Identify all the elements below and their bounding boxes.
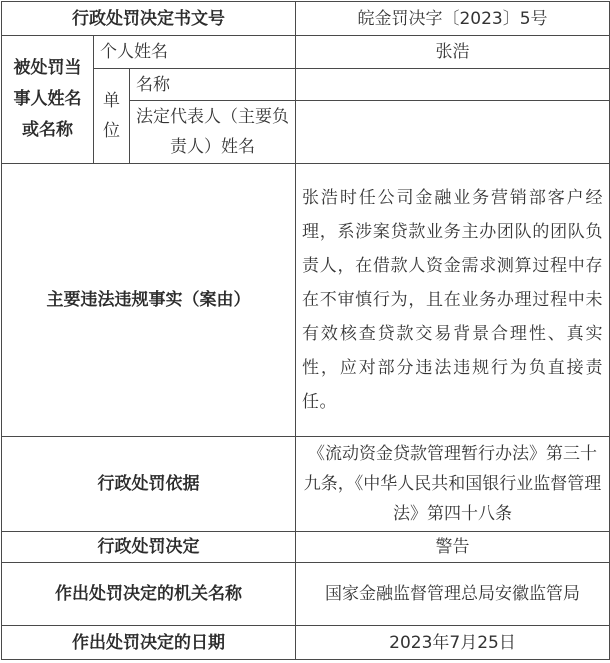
row-decision <box>2 532 610 563</box>
party-label: 被处罚当事人姓名或名称 <box>2 36 94 164</box>
row-authority <box>2 563 610 626</box>
row-facts <box>2 164 610 437</box>
decision-label: 行政处罚决定 <box>2 532 296 563</box>
date-value: 2023年7月25日 <box>296 626 610 660</box>
doc-number-value: 皖金罚决字〔2023〕5号 <box>296 2 610 36</box>
row-date <box>2 626 610 660</box>
row-doc-number <box>2 2 610 36</box>
authority-label: 作出处罚决定的机关名称 <box>2 563 296 626</box>
individual-name-label: 个人姓名 <box>94 36 296 69</box>
facts-label: 主要违法违规事实（案由） <box>2 164 296 437</box>
facts-value: 张浩时任公司金融业务营销部客户经理，系涉案贷款业务主办团队的团队负责人，在借款人资金需求测算过程中存在不审慎行为，且在业务办理过程中未有效核查贷款交易背景合理性、真实性，应对部分违法违规行为负直接责任。 <box>296 164 610 437</box>
basis-value: 《流动资金贷款管理暂行办法》第三十九条，《中华人民共和国银行业监督管理法》第四十八条 <box>296 437 610 532</box>
doc-number-label: 行政处罚决定书文号 <box>2 2 296 36</box>
unit-label: 单位 <box>94 69 130 164</box>
unit-name-label: 名称 <box>130 69 296 101</box>
row-basis <box>2 437 610 532</box>
authority-value: 国家金融监督管理总局安徽监管局 <box>296 563 610 626</box>
legal-rep-label: 法定代表人（主要负责人）姓名 <box>130 101 296 164</box>
individual-name-value: 张浩 <box>296 36 610 69</box>
basis-label: 行政处罚依据 <box>2 437 296 532</box>
legal-rep-value <box>296 101 610 164</box>
penalty-decision-table <box>1 1 610 660</box>
decision-value: 警告 <box>296 532 610 563</box>
row-individual <box>2 36 610 69</box>
date-label: 作出处罚决定的日期 <box>2 626 296 660</box>
unit-name-value <box>296 69 610 101</box>
row-unit-name <box>2 69 610 101</box>
